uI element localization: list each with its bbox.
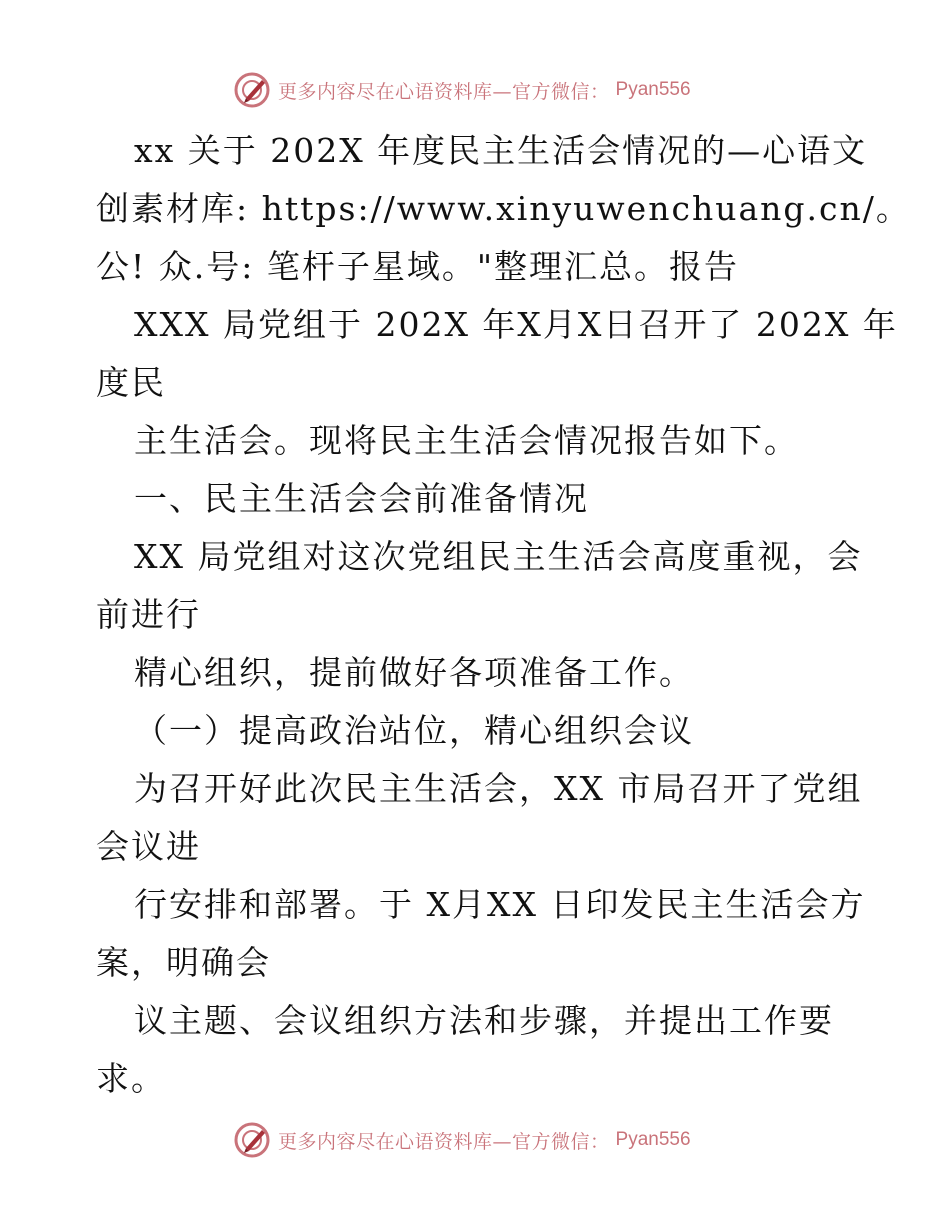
text-line: 前进行 — [96, 595, 201, 634]
subsection-heading: （一）提高政治站位，精心组织会议 — [134, 711, 694, 750]
pen-logo-icon — [232, 1120, 272, 1160]
text-line: 会议进 — [96, 827, 201, 866]
pen-logo-icon — [232, 70, 272, 110]
footer-banner-id: Pyan556 — [615, 1129, 691, 1150]
document-body — [96, 122, 911, 1108]
section-heading: 一、民主生活会会前准备情况 — [134, 479, 589, 518]
text-line: 案，明确会 — [96, 943, 271, 982]
header-banner — [232, 68, 691, 112]
text-line: 度民 — [96, 363, 166, 402]
footer-banner-text: 更多内容尽在心语资料库—官方微信： — [278, 1130, 610, 1153]
text-line: 精心组织，提前做好各项准备工作。 — [134, 653, 694, 692]
header-banner-text: 更多内容尽在心语资料库—官方微信： — [278, 80, 610, 103]
text-line: 为召开好此次民主生活会，XX 市局召开了党组 — [134, 769, 863, 808]
text-line: xx 关于 202X 年度民主生活会情况的—心语文 — [134, 131, 868, 170]
text-line: XXX 局党组于 202X 年X月X日召开了 202X 年 — [134, 305, 898, 344]
text-line: 主生活会。现将民主生活会情况报告如下。 — [134, 421, 799, 460]
text-line: 行安排和部署。于 X月XX 日印发民主生活会方 — [134, 885, 866, 924]
text-line: 求。 — [96, 1059, 166, 1098]
footer-banner — [232, 1118, 691, 1162]
text-line: XX 局党组对这次党组民主生活会高度重视，会 — [134, 537, 863, 576]
text-line: 议主题、会议组织方法和步骤，并提出工作要 — [134, 1001, 834, 1040]
header-banner-id: Pyan556 — [615, 79, 691, 100]
text-line: 创素材库: https://www.xinyuwenchuang.cn/。 — [96, 189, 911, 228]
text-line: 公! 众.号: 笔杆子星域。"整理汇总。报告 — [96, 247, 740, 286]
